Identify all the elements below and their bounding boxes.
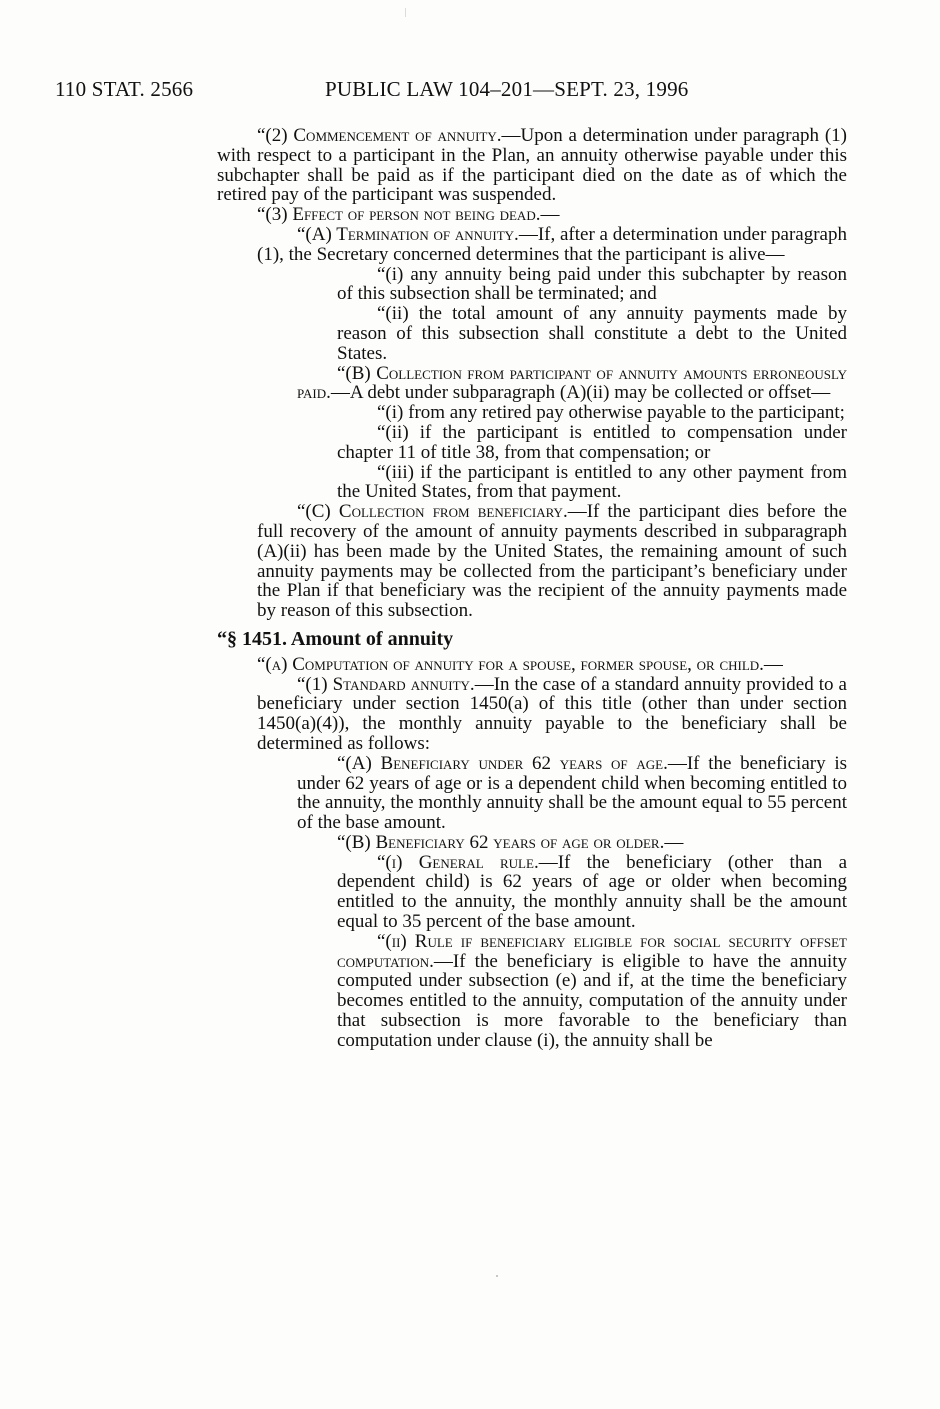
subparagraph-b — [217, 364, 847, 404]
subparagraph-a — [217, 225, 847, 265]
subparagraph-c — [217, 502, 847, 621]
paragraph-3-heading: “(3) Effect of person not being dead. — [257, 204, 541, 226]
subparagraph-a-text: —If, after a determination under paragraph (1), the Secretary concerned determines that the participant is alive— — [257, 223, 847, 265]
paragraph-3-dash: — — [540, 204, 560, 226]
subparagraph-a-1-b-heading: “(B) Beneficiary 62 years of age or older. — [337, 831, 665, 853]
clause-a-1-b-ii — [217, 932, 847, 1051]
subparagraph-a-1-b — [217, 833, 847, 853]
subparagraph-c-text: —If the participant dies before the full recovery of the amount of annuity payments described in subparagraph (A)(ii) has been made by the United States, the remaining amount of such annuity payments may be collected from the participant’s beneficiary under the Plan if that beneficiary was the recipient of the annuity payments made by reason of this subsection. — [257, 501, 847, 622]
clause-a-1-b-i — [217, 853, 847, 932]
running-header — [55, 77, 855, 107]
clause-a-ii: “(ii) the total amount of any annuity payments made by reason of this subsection shall constitute a debt to the United States. — [337, 303, 847, 364]
subparagraph-a-1-b-dash: — — [664, 831, 684, 853]
law-title: PUBLIC LAW 104–201—SEPT. 23, 1996 — [325, 77, 689, 101]
subparagraph-c-heading: “(C) Collection from beneficiary. — [297, 501, 568, 523]
stat-page-number: 110 STAT. 2566 — [55, 77, 194, 101]
subparagraph-a-1-a-heading: “(A) Beneficiary under 62 years of age. — [337, 752, 668, 774]
paragraph-2 — [217, 126, 847, 205]
subparagraph-b-text: —A debt under subparagraph (A)(ii) may be collected or offset— — [330, 382, 831, 404]
paragraph-a-1 — [217, 675, 847, 754]
document-body — [217, 126, 847, 1051]
subsection-a — [217, 655, 847, 675]
paragraph-2-text: —Upon a determination under paragraph (1) with respect to a participant in the Plan, an annuity otherwise payable under this subchapter shall be paid as if the participant died on the date as of which the retired pay of the participant was suspended. — [217, 125, 847, 206]
paragraph-3 — [217, 205, 847, 225]
clause-a-i: “(i) any annuity being paid under this subchapter by reason of this subsection shall be terminated; and — [337, 263, 847, 305]
clause-a-1-b-i-text: —If the beneficiary (other than a dependent child) is 62 years of age or older when becoming entitled to the annuity, the monthly annuity shall be the amount equal to 35 percent of the base amount. — [337, 851, 847, 933]
subsection-a-heading: “(a) Computation of annuity for a spouse, former spouse, or child. — [257, 653, 764, 675]
subparagraph-b-heading: “(B) Collection from participant of annuity amounts erroneously paid. — [297, 362, 847, 404]
clause-b-ii: “(ii) if the participant is entitled to compensation under chapter 11 of title 38, from that compensation; or — [337, 421, 847, 463]
clause-b-i: “(i) from any retired pay otherwise payable to the participant; — [377, 402, 845, 424]
paragraph-2-heading: “(2) Commencement of annuity. — [257, 125, 502, 146]
clause-a-1-b-ii-text: —If the beneficiary is eligible to have the annuity computed under subsection (e) and if, at the time the beneficiary becomes entitled to the annuity, computation of the annuity under that subsection is more favorable to the beneficiary than computation under clause (i), the annuity shall be — [337, 950, 847, 1051]
section-1451-heading: “§ 1451. Amount of annuity — [217, 627, 454, 650]
subparagraph-a-1-a — [217, 754, 847, 833]
paragraph-a-1-text: —In the case of a standard annuity provided to a beneficiary under section 1450(a) of this title (other than under section 1450(a)(4)), the monthly annuity payable to the beneficiary shall be determined as follows: — [257, 673, 847, 754]
scan-mark — [405, 8, 406, 17]
subparagraph-a-heading: “(A) Termination of annuity. — [297, 223, 519, 245]
subsection-a-dash: — — [763, 653, 783, 675]
clause-b-iii: “(iii) if the participant is entitled to any other payment from the United States, from that payment. — [337, 461, 847, 503]
scan-speck — [496, 1275, 498, 1277]
clause-a-1-b-i-heading: “(i) General rule. — [377, 851, 539, 873]
clause-a-1-b-ii-heading: “(ii) Rule if beneficiary eligible for social security offset computation. — [337, 930, 847, 972]
subparagraph-a-1-a-text: —If the beneficiary is under 62 years of age or is a dependent child when becoming entitled to the annuity, the monthly annuity shall be the amount equal to 55 percent of the base amount. — [297, 752, 847, 834]
paragraph-a-1-heading: “(1) Standard annuity. — [297, 673, 475, 695]
